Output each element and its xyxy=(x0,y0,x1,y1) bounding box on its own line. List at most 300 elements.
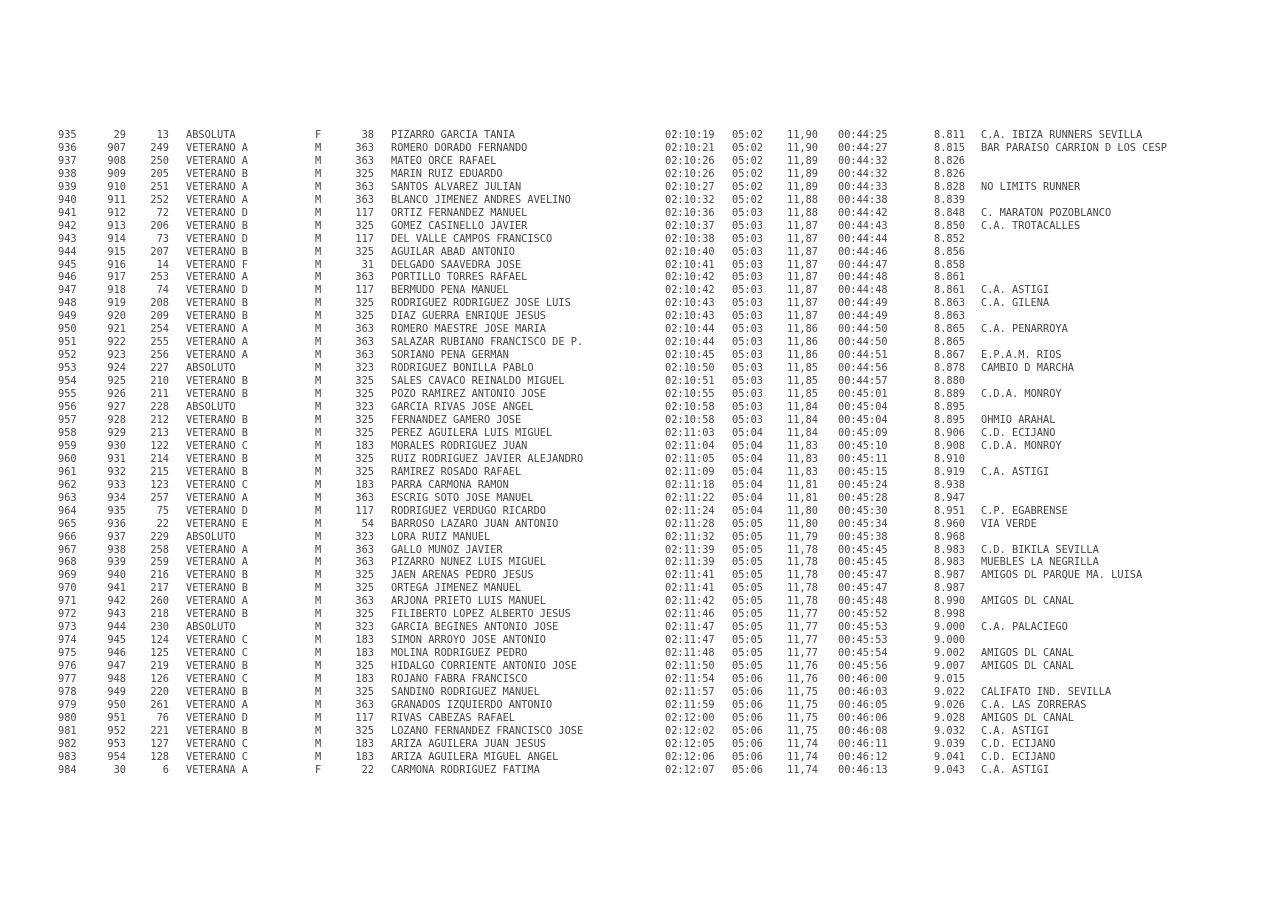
general-position-cell: 29 xyxy=(113,129,126,141)
runner-name-cell: RODRIGUEZ RODRIGUEZ JOSE LUIS xyxy=(391,297,571,310)
gun-time-cell: 02:11:09 xyxy=(665,465,715,478)
club-cell: C.A. IBIZA RUNNERS SEVILLA xyxy=(981,129,1143,141)
club-cell: C.A. GILENA xyxy=(981,297,1050,310)
points-cell: 8.910 xyxy=(934,452,965,465)
gun-time-cell: 02:10:27 xyxy=(665,180,715,193)
category-total-cell: 325 xyxy=(355,426,374,439)
pace-cell: 05:02 xyxy=(732,154,763,167)
runner-name-cell: RODRIGUEZ BONILLA PABLO xyxy=(391,362,534,375)
runner-name-cell: LOZANO FERNANDEZ FRANCISCO JOSE xyxy=(391,724,584,737)
runner-name-cell: LORA RUIZ MANUEL xyxy=(391,530,491,543)
runner-name-cell: MATEO ORCE RAFAEL xyxy=(391,154,497,167)
sex-cell: M xyxy=(315,724,322,737)
points-cell: 8.865 xyxy=(934,336,965,349)
result-row xyxy=(58,414,1191,427)
position-cell: 942 xyxy=(58,219,77,232)
gun-time-cell: 02:11:57 xyxy=(665,685,715,698)
pace-cell: 05:06 xyxy=(732,750,763,763)
category-position-cell: 208 xyxy=(150,297,169,310)
pace-cell: 05:06 xyxy=(732,711,763,724)
result-row xyxy=(58,738,1191,751)
sex-cell: M xyxy=(315,608,322,621)
runner-name-cell: RIVAS CABEZAS RAFAEL xyxy=(391,711,515,724)
result-row xyxy=(58,323,1191,336)
result-row xyxy=(58,492,1191,505)
category-cell: VETERANO C xyxy=(186,673,248,686)
points-cell: 9.007 xyxy=(934,660,965,673)
category-position-cell: 220 xyxy=(150,685,169,698)
speed-cell: 11,87 xyxy=(787,297,818,310)
category-position-cell: 252 xyxy=(150,193,169,206)
time-diff-cell: 00:46:12 xyxy=(838,750,888,763)
position-cell: 943 xyxy=(58,232,77,245)
points-cell: 8.960 xyxy=(934,517,965,530)
position-cell: 967 xyxy=(58,543,77,556)
runner-name-cell: GOMEZ CASINELLO JAVIER xyxy=(391,219,528,232)
category-position-cell: 74 xyxy=(156,284,169,297)
sex-cell: M xyxy=(315,582,322,595)
general-position-cell: 937 xyxy=(107,530,126,543)
runner-name-cell: ROMERO MAESTRE JOSE MARIA xyxy=(391,323,546,336)
speed-cell: 11,80 xyxy=(787,504,818,517)
result-row xyxy=(58,479,1191,492)
category-total-cell: 363 xyxy=(355,336,374,349)
sex-cell: M xyxy=(315,167,322,180)
sex-cell: M xyxy=(315,698,322,711)
runner-name-cell: ORTEGA JIMENEZ MANUEL xyxy=(391,582,522,595)
position-cell: 936 xyxy=(58,141,77,154)
result-row xyxy=(58,246,1191,259)
runner-name-cell: MORALES RODRIGUEZ JUAN xyxy=(391,439,528,452)
points-cell: 8.947 xyxy=(934,491,965,504)
points-cell: 8.811 xyxy=(934,129,965,141)
gun-time-cell: 02:11:59 xyxy=(665,698,715,711)
time-diff-cell: 00:45:15 xyxy=(838,465,888,478)
general-position-cell: 943 xyxy=(107,608,126,621)
speed-cell: 11,78 xyxy=(787,556,818,569)
general-position-cell: 928 xyxy=(107,413,126,426)
sex-cell: M xyxy=(315,336,322,349)
position-cell: 946 xyxy=(58,271,77,284)
position-cell: 979 xyxy=(58,698,77,711)
general-position-cell: 926 xyxy=(107,388,126,401)
club-cell xyxy=(965,259,1191,272)
category-position-cell: 215 xyxy=(150,465,169,478)
club-cell: AMIGOS DL CANAL xyxy=(981,595,1074,608)
position-cell: 955 xyxy=(58,388,77,401)
club-cell: AMIGOS DL CANAL xyxy=(981,711,1074,724)
category-total-cell: 325 xyxy=(355,685,374,698)
speed-cell: 11,83 xyxy=(787,439,818,452)
pace-cell: 05:05 xyxy=(732,543,763,556)
points-cell: 8.856 xyxy=(934,245,965,258)
sex-cell: M xyxy=(315,439,322,452)
pace-cell: 05:05 xyxy=(732,647,763,660)
club-cell: C.D.A. MONROY xyxy=(981,388,1062,401)
runner-name-cell: RODRIGUEZ VERDUGO RICARDO xyxy=(391,504,546,517)
sex-cell: M xyxy=(315,426,322,439)
time-diff-cell: 00:44:57 xyxy=(838,375,888,388)
pace-cell: 05:03 xyxy=(732,362,763,375)
sex-cell: M xyxy=(315,258,322,271)
result-row xyxy=(58,362,1191,375)
result-row xyxy=(58,712,1191,725)
category-total-cell: 325 xyxy=(355,297,374,310)
speed-cell: 11,90 xyxy=(787,141,818,154)
points-cell: 9.039 xyxy=(934,737,965,750)
result-row xyxy=(58,582,1191,595)
pace-cell: 05:03 xyxy=(732,388,763,401)
result-row xyxy=(58,388,1191,401)
general-position-cell: 914 xyxy=(107,232,126,245)
gun-time-cell: 02:10:38 xyxy=(665,232,715,245)
points-cell: 8.951 xyxy=(934,504,965,517)
position-cell: 975 xyxy=(58,647,77,660)
runner-name-cell: DIAZ GUERRA ENRIQUE JESUS xyxy=(391,310,546,323)
category-position-cell: 249 xyxy=(150,141,169,154)
category-position-cell: 229 xyxy=(150,530,169,543)
category-cell: VETERANO A xyxy=(186,698,248,711)
sex-cell: M xyxy=(315,685,322,698)
category-total-cell: 325 xyxy=(355,388,374,401)
category-cell: VETERANO B xyxy=(186,569,248,582)
club-cell: C.A. ASTIGI xyxy=(981,465,1050,478)
position-cell: 978 xyxy=(58,685,77,698)
gun-time-cell: 02:10:44 xyxy=(665,323,715,336)
sex-cell: M xyxy=(315,673,322,686)
general-position-cell: 909 xyxy=(107,167,126,180)
category-total-cell: 183 xyxy=(355,439,374,452)
category-position-cell: 217 xyxy=(150,582,169,595)
result-row xyxy=(58,660,1191,673)
category-cell: VETERANO B xyxy=(186,375,248,388)
speed-cell: 11,81 xyxy=(787,478,818,491)
category-position-cell: 228 xyxy=(150,401,169,414)
category-total-cell: 325 xyxy=(355,452,374,465)
gun-time-cell: 02:10:50 xyxy=(665,362,715,375)
category-cell: VETERANO B xyxy=(186,724,248,737)
runner-name-cell: ROJANO FABRA FRANCISCO xyxy=(391,673,528,686)
position-cell: 983 xyxy=(58,750,77,763)
general-position-cell: 946 xyxy=(107,647,126,660)
category-total-cell: 363 xyxy=(355,323,374,336)
result-row xyxy=(58,427,1191,440)
runner-name-cell: POZO RAMIREZ ANTONIO JOSE xyxy=(391,388,546,401)
position-cell: 956 xyxy=(58,401,77,414)
category-cell: VETERANO B xyxy=(186,660,248,673)
category-cell: VETERANO B xyxy=(186,297,248,310)
runner-name-cell: PARRA CARMONA RAMON xyxy=(391,478,509,491)
runner-name-cell: SALAZAR RUBIANO FRANCISCO DE P. xyxy=(391,336,584,349)
speed-cell: 11,87 xyxy=(787,271,818,284)
runner-name-cell: MARIN RUIZ EDUARDO xyxy=(391,167,503,180)
speed-cell: 11,80 xyxy=(787,517,818,530)
sex-cell: M xyxy=(315,206,322,219)
club-cell xyxy=(965,246,1191,259)
category-cell: VETERANO B xyxy=(186,685,248,698)
runner-name-cell: RUIZ RODRIGUEZ JAVIER ALEJANDRO xyxy=(391,452,584,465)
time-diff-cell: 00:45:52 xyxy=(838,608,888,621)
position-cell: 966 xyxy=(58,530,77,543)
category-position-cell: 123 xyxy=(150,478,169,491)
gun-time-cell: 02:11:04 xyxy=(665,439,715,452)
category-total-cell: 117 xyxy=(355,504,374,517)
time-diff-cell: 00:44:48 xyxy=(838,284,888,297)
category-cell: VETERANO D xyxy=(186,232,248,245)
category-cell: VETERANO A xyxy=(186,349,248,362)
points-cell: 8.938 xyxy=(934,478,965,491)
pace-cell: 05:06 xyxy=(732,685,763,698)
position-cell: 945 xyxy=(58,258,77,271)
speed-cell: 11,89 xyxy=(787,180,818,193)
category-total-cell: 325 xyxy=(355,310,374,323)
position-cell: 957 xyxy=(58,413,77,426)
result-row xyxy=(58,440,1191,453)
points-cell: 8.867 xyxy=(934,349,965,362)
gun-time-cell: 02:11:47 xyxy=(665,621,715,634)
runner-name-cell: GALLO MUÑOZ JAVIER xyxy=(391,543,503,556)
position-cell: 941 xyxy=(58,206,77,219)
sex-cell: M xyxy=(315,569,322,582)
sex-cell: M xyxy=(315,634,322,647)
points-cell: 8.852 xyxy=(934,232,965,245)
general-position-cell: 913 xyxy=(107,219,126,232)
category-cell: VETERANO B xyxy=(186,219,248,232)
general-position-cell: 944 xyxy=(107,621,126,634)
club-cell: CAMBIO D MARCHA xyxy=(981,362,1074,375)
speed-cell: 11,85 xyxy=(787,388,818,401)
time-diff-cell: 00:44:27 xyxy=(838,141,888,154)
category-cell: VETERANO C xyxy=(186,737,248,750)
category-position-cell: 13 xyxy=(156,129,169,141)
time-diff-cell: 00:44:47 xyxy=(838,258,888,271)
category-total-cell: 38 xyxy=(361,129,374,141)
runner-name-cell: HIDALGO CORRIENTE ANTONIO JOSE xyxy=(391,660,577,673)
sex-cell: M xyxy=(315,413,322,426)
category-total-cell: 363 xyxy=(355,271,374,284)
gun-time-cell: 02:12:02 xyxy=(665,724,715,737)
category-position-cell: 256 xyxy=(150,349,169,362)
points-cell: 8.895 xyxy=(934,401,965,414)
category-cell: VETERANO A xyxy=(186,141,248,154)
speed-cell: 11,84 xyxy=(787,401,818,414)
pace-cell: 05:03 xyxy=(732,245,763,258)
category-position-cell: 221 xyxy=(150,724,169,737)
pace-cell: 05:05 xyxy=(732,595,763,608)
category-total-cell: 117 xyxy=(355,711,374,724)
category-cell: VETERANO B xyxy=(186,413,248,426)
category-total-cell: 31 xyxy=(361,258,374,271)
general-position-cell: 935 xyxy=(107,504,126,517)
pace-cell: 05:04 xyxy=(732,426,763,439)
points-cell: 8.998 xyxy=(934,608,965,621)
gun-time-cell: 02:10:55 xyxy=(665,388,715,401)
points-cell: 8.861 xyxy=(934,284,965,297)
sex-cell: M xyxy=(315,375,322,388)
category-cell: ABSOLUTA xyxy=(186,129,236,141)
gun-time-cell: 02:11:46 xyxy=(665,608,715,621)
runner-name-cell: SANTOS ALVAREZ JULIAN xyxy=(391,180,522,193)
result-row xyxy=(58,259,1191,272)
category-total-cell: 363 xyxy=(355,543,374,556)
category-cell: VETERANO C xyxy=(186,647,248,660)
category-position-cell: 214 xyxy=(150,452,169,465)
runner-name-cell: ESCRIG SOTO JOSE MANUEL xyxy=(391,491,534,504)
position-cell: 938 xyxy=(58,167,77,180)
gun-time-cell: 02:10:32 xyxy=(665,193,715,206)
speed-cell: 11,75 xyxy=(787,685,818,698)
runner-name-cell: SORIANO PENA GERMAN xyxy=(391,349,509,362)
points-cell: 8.850 xyxy=(934,219,965,232)
result-row xyxy=(58,544,1191,557)
club-cell: OHMIO ARAHAL xyxy=(981,413,1056,426)
runner-name-cell: DEL VALLE CAMPOS FRANCISCO xyxy=(391,232,553,245)
club-cell: C.A. ASTIGI xyxy=(981,763,1050,776)
runner-name-cell: PORTILLO TORRES RAFAEL xyxy=(391,271,528,284)
category-position-cell: 216 xyxy=(150,569,169,582)
category-position-cell: 73 xyxy=(156,232,169,245)
pace-cell: 05:05 xyxy=(732,608,763,621)
result-row xyxy=(58,621,1191,634)
category-cell: VETERANO C xyxy=(186,478,248,491)
points-cell: 8.861 xyxy=(934,271,965,284)
speed-cell: 11,78 xyxy=(787,569,818,582)
speed-cell: 11,87 xyxy=(787,232,818,245)
category-total-cell: 363 xyxy=(355,556,374,569)
pace-cell: 05:03 xyxy=(732,375,763,388)
position-cell: 968 xyxy=(58,556,77,569)
club-cell: C.A. ASTIGI xyxy=(981,284,1050,297)
speed-cell: 11,89 xyxy=(787,154,818,167)
gun-time-cell: 02:11:32 xyxy=(665,530,715,543)
category-position-cell: 251 xyxy=(150,180,169,193)
category-total-cell: 363 xyxy=(355,193,374,206)
time-diff-cell: 00:45:10 xyxy=(838,439,888,452)
general-position-cell: 922 xyxy=(107,336,126,349)
speed-cell: 11,84 xyxy=(787,413,818,426)
result-row xyxy=(58,673,1191,686)
speed-cell: 11,85 xyxy=(787,362,818,375)
category-cell: VETERANO E xyxy=(186,517,248,530)
gun-time-cell: 02:11:50 xyxy=(665,660,715,673)
category-total-cell: 117 xyxy=(355,206,374,219)
runner-name-cell: BARROSO LAZARO JUAN ANTONIO xyxy=(391,517,559,530)
category-cell: VETERANO D xyxy=(186,284,248,297)
category-cell: VETERANO A xyxy=(186,271,248,284)
sex-cell: M xyxy=(315,245,322,258)
sex-cell: M xyxy=(315,595,322,608)
result-row xyxy=(58,271,1191,284)
category-total-cell: 325 xyxy=(355,569,374,582)
position-cell: 944 xyxy=(58,245,77,258)
time-diff-cell: 00:45:45 xyxy=(838,543,888,556)
points-cell: 9.041 xyxy=(934,750,965,763)
sex-cell: M xyxy=(315,219,322,232)
category-cell: VETERANO B xyxy=(186,465,248,478)
gun-time-cell: 02:10:43 xyxy=(665,310,715,323)
pace-cell: 05:02 xyxy=(732,193,763,206)
runner-name-cell: GRANADOS IZQUIERDO ANTONIO xyxy=(391,698,553,711)
pace-cell: 05:03 xyxy=(732,258,763,271)
club-cell: C.D. BIKILA SEVILLA xyxy=(981,543,1099,556)
category-cell: VETERANO A xyxy=(186,154,248,167)
sex-cell: M xyxy=(315,362,322,375)
general-position-cell: 947 xyxy=(107,660,126,673)
club-cell xyxy=(965,336,1191,349)
category-position-cell: 76 xyxy=(156,711,169,724)
points-cell: 9.028 xyxy=(934,711,965,724)
speed-cell: 11,77 xyxy=(787,621,818,634)
pace-cell: 05:06 xyxy=(732,737,763,750)
sex-cell: M xyxy=(315,491,322,504)
pace-cell: 05:03 xyxy=(732,206,763,219)
speed-cell: 11,75 xyxy=(787,711,818,724)
speed-cell: 11,86 xyxy=(787,323,818,336)
general-position-cell: 917 xyxy=(107,271,126,284)
position-cell: 981 xyxy=(58,724,77,737)
time-diff-cell: 00:45:53 xyxy=(838,621,888,634)
result-row xyxy=(58,401,1191,414)
club-cell: C.A. LAS ZORRERAS xyxy=(981,698,1087,711)
position-cell: 980 xyxy=(58,711,77,724)
time-diff-cell: 00:45:47 xyxy=(838,569,888,582)
gun-time-cell: 02:10:43 xyxy=(665,297,715,310)
category-total-cell: 323 xyxy=(355,530,374,543)
category-position-cell: 205 xyxy=(150,167,169,180)
runner-name-cell: ARIZA AGUILERA JUAN JESUS xyxy=(391,737,546,750)
time-diff-cell: 00:44:51 xyxy=(838,349,888,362)
gun-time-cell: 02:10:40 xyxy=(665,245,715,258)
position-cell: 960 xyxy=(58,452,77,465)
result-row xyxy=(58,699,1191,712)
general-position-cell: 911 xyxy=(107,193,126,206)
points-cell: 8.848 xyxy=(934,206,965,219)
club-cell: NO LIMITS RUNNER xyxy=(981,180,1081,193)
gun-time-cell: 02:12:00 xyxy=(665,711,715,724)
category-position-cell: 125 xyxy=(150,647,169,660)
club-cell: CALIFATO IND. SEVILLA xyxy=(981,685,1112,698)
speed-cell: 11,85 xyxy=(787,375,818,388)
general-position-cell: 912 xyxy=(107,206,126,219)
position-cell: 971 xyxy=(58,595,77,608)
category-position-cell: 128 xyxy=(150,750,169,763)
time-diff-cell: 00:45:47 xyxy=(838,582,888,595)
club-cell xyxy=(965,492,1191,505)
pace-cell: 05:05 xyxy=(732,582,763,595)
gun-time-cell: 02:10:44 xyxy=(665,336,715,349)
club-cell xyxy=(965,453,1191,466)
time-diff-cell: 00:46:13 xyxy=(838,763,888,776)
time-diff-cell: 00:44:43 xyxy=(838,219,888,232)
runner-name-cell: ORTIZ FERNANDEZ MANUEL xyxy=(391,206,528,219)
speed-cell: 11,87 xyxy=(787,284,818,297)
general-position-cell: 910 xyxy=(107,180,126,193)
gun-time-cell: 02:11:39 xyxy=(665,556,715,569)
club-cell: VIA VERDE xyxy=(981,517,1037,530)
category-cell: VETERANO A xyxy=(186,543,248,556)
position-cell: 976 xyxy=(58,660,77,673)
sex-cell: M xyxy=(315,349,322,362)
runner-name-cell: CARMONA RODRIGUEZ FATIMA xyxy=(391,763,540,776)
points-cell: 8.828 xyxy=(934,180,965,193)
position-cell: 963 xyxy=(58,491,77,504)
sex-cell: M xyxy=(315,310,322,323)
category-total-cell: 363 xyxy=(355,141,374,154)
sex-cell: M xyxy=(315,141,322,154)
points-cell: 8.863 xyxy=(934,310,965,323)
sex-cell: M xyxy=(315,750,322,763)
time-diff-cell: 00:46:03 xyxy=(838,685,888,698)
